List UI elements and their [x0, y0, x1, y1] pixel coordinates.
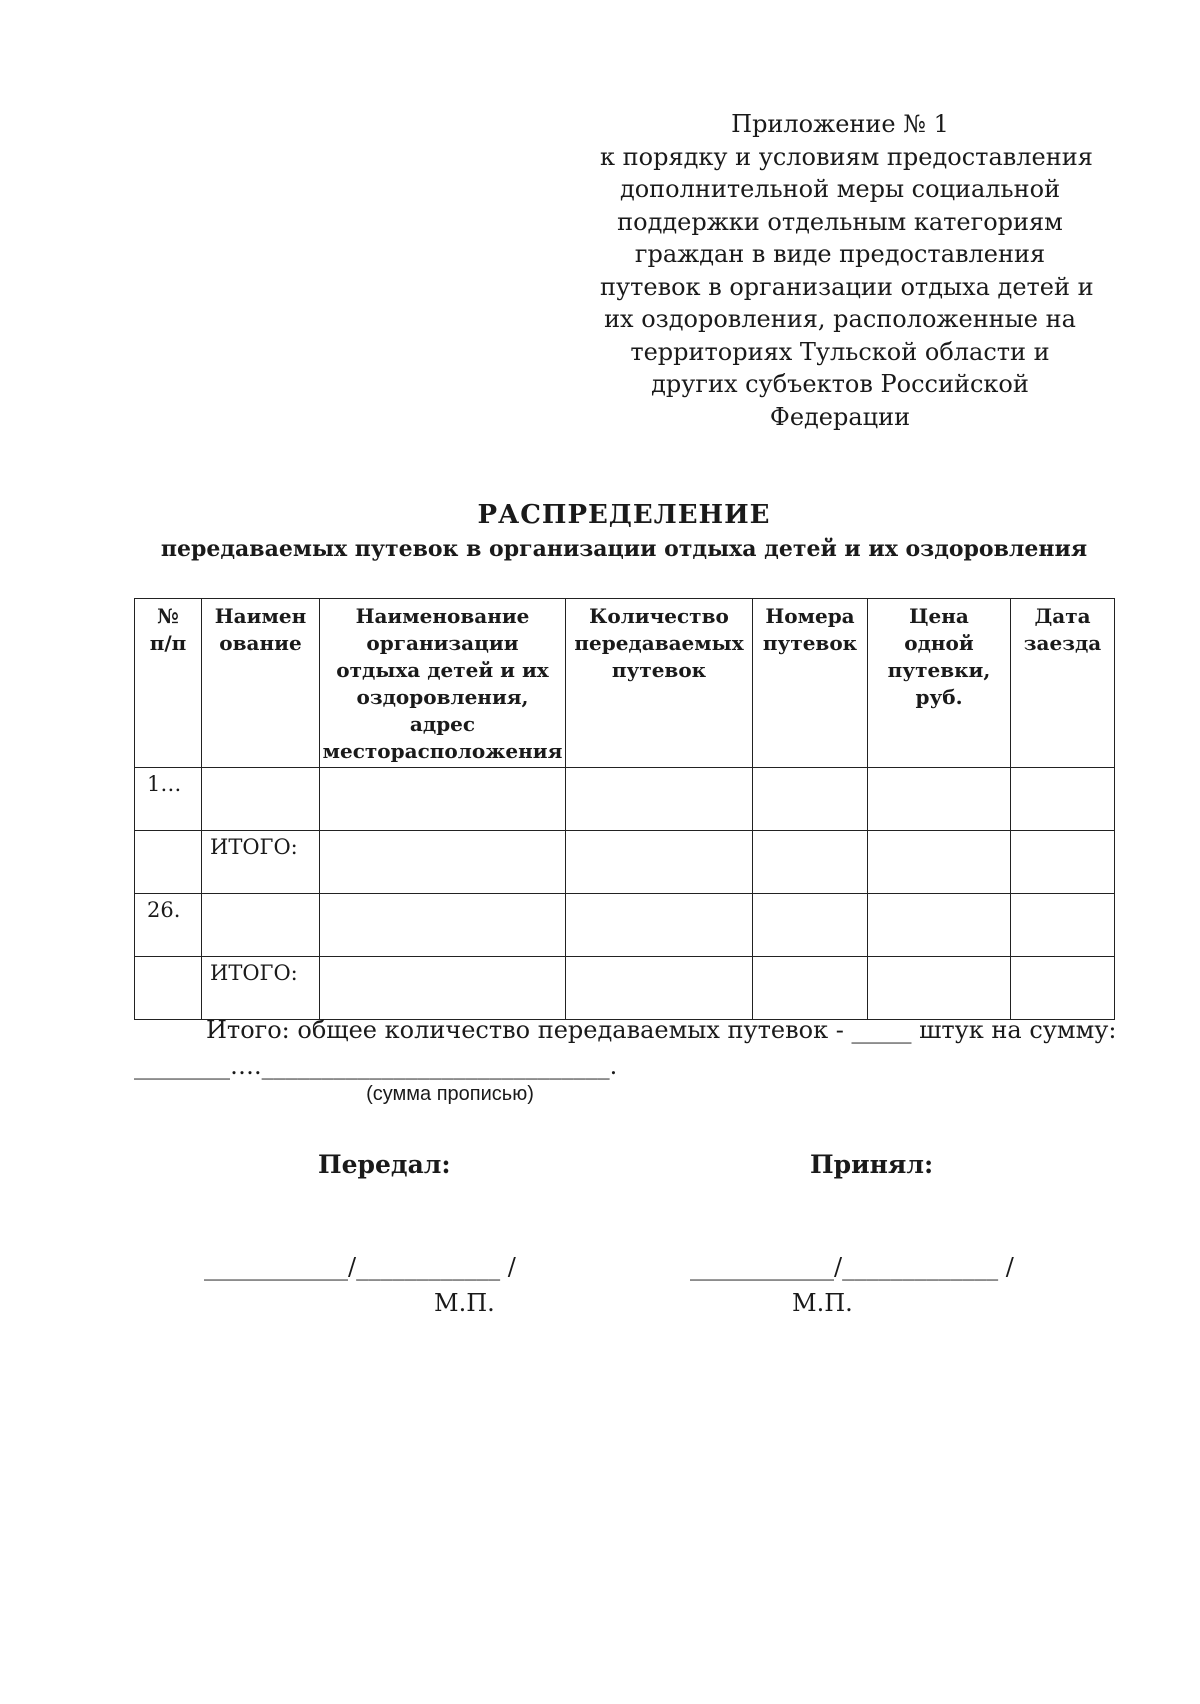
- table-cell: [1011, 894, 1115, 957]
- table-cell: 1…: [135, 768, 202, 831]
- table-cell: [135, 957, 202, 1020]
- appendix-line: Федерации: [769, 402, 911, 431]
- receiver-stamp-label: М.П.: [792, 1289, 853, 1317]
- sender-label: Передал:: [318, 1150, 451, 1179]
- table-cell: [566, 831, 753, 894]
- table-cell: [868, 957, 1011, 1020]
- table-cell: [868, 831, 1011, 894]
- appendix-line: поддержки отдельным категориям: [617, 207, 1063, 236]
- appendix-line: Приложение № 1: [731, 110, 949, 138]
- appendix-line: путевок в организации отдыха детей и: [600, 272, 1094, 301]
- header-cell: Наимен ование: [202, 599, 320, 768]
- table-cell: [1011, 768, 1115, 831]
- table-cell: [753, 957, 868, 1020]
- header-cell: Количество передаваемых путевок: [566, 599, 753, 768]
- table-row: [135, 831, 1115, 894]
- document-subtitle: передаваемых путевок в организации отдыха детей и их оздоровления: [160, 536, 1088, 562]
- table-cell: [753, 831, 868, 894]
- sum-blank-line: ________…._____________________________.: [134, 1052, 618, 1080]
- header-cell: Наименование организации отдыха детей и их оздоровления, адрес месторасположения: [320, 599, 566, 768]
- appendix-line: территориях Тульской области и: [630, 337, 1050, 366]
- table-cell: [320, 768, 566, 831]
- table-cell: [868, 768, 1011, 831]
- table-cell: [753, 894, 868, 957]
- distribution-table: [134, 598, 1115, 1020]
- table-cell: [135, 831, 202, 894]
- receiver-signature-line: ____________/_____________ /: [690, 1253, 1014, 1281]
- header-cell: Номера путевок: [753, 599, 868, 768]
- receiver-label: Принял:: [810, 1150, 934, 1179]
- table-cell: ИТОГО:: [202, 957, 320, 1020]
- header-cell: № п/п: [135, 599, 202, 768]
- appendix-line: граждан в виде предоставления: [634, 240, 1046, 268]
- table-cell: [202, 768, 320, 831]
- appendix-line: их оздоровления, расположенные на: [604, 305, 1076, 333]
- sender-signature-line: ____________/____________ /: [204, 1253, 516, 1281]
- table-cell: [753, 768, 868, 831]
- table-cell: [868, 894, 1011, 957]
- table-header-row: [135, 599, 1115, 768]
- appendix-line: дополнительной меры социальной: [619, 175, 1061, 203]
- table-row: [135, 894, 1115, 957]
- document-title: РАСПРЕДЕЛЕНИЕ: [477, 500, 771, 530]
- appendix-block: [600, 108, 1094, 433]
- table-cell: ИТОГО:: [202, 831, 320, 894]
- table-cell: [566, 768, 753, 831]
- table-cell: [202, 894, 320, 957]
- sender-stamp-label: М.П.: [434, 1289, 495, 1317]
- appendix-line: других субъектов Российской: [651, 370, 1029, 398]
- table-row: [135, 957, 1115, 1020]
- sum-caption: (сумма прописью): [366, 1083, 534, 1105]
- table-cell: [1011, 957, 1115, 1020]
- table-cell: 26.: [135, 894, 202, 957]
- table-cell: [320, 894, 566, 957]
- table-cell: [566, 957, 753, 1020]
- total-line: Итого: общее количество передаваемых путевок - _____ штук на сумму:: [206, 1016, 1117, 1044]
- table-row: [135, 768, 1115, 831]
- header-cell: Дата заезда: [1011, 599, 1115, 768]
- table-cell: [320, 831, 566, 894]
- table-cell: [1011, 831, 1115, 894]
- appendix-line: к порядку и условиям предоставления: [600, 142, 1093, 171]
- header-cell: Цена одной путевки, руб.: [868, 599, 1011, 768]
- table-cell: [566, 894, 753, 957]
- table-cell: [320, 957, 566, 1020]
